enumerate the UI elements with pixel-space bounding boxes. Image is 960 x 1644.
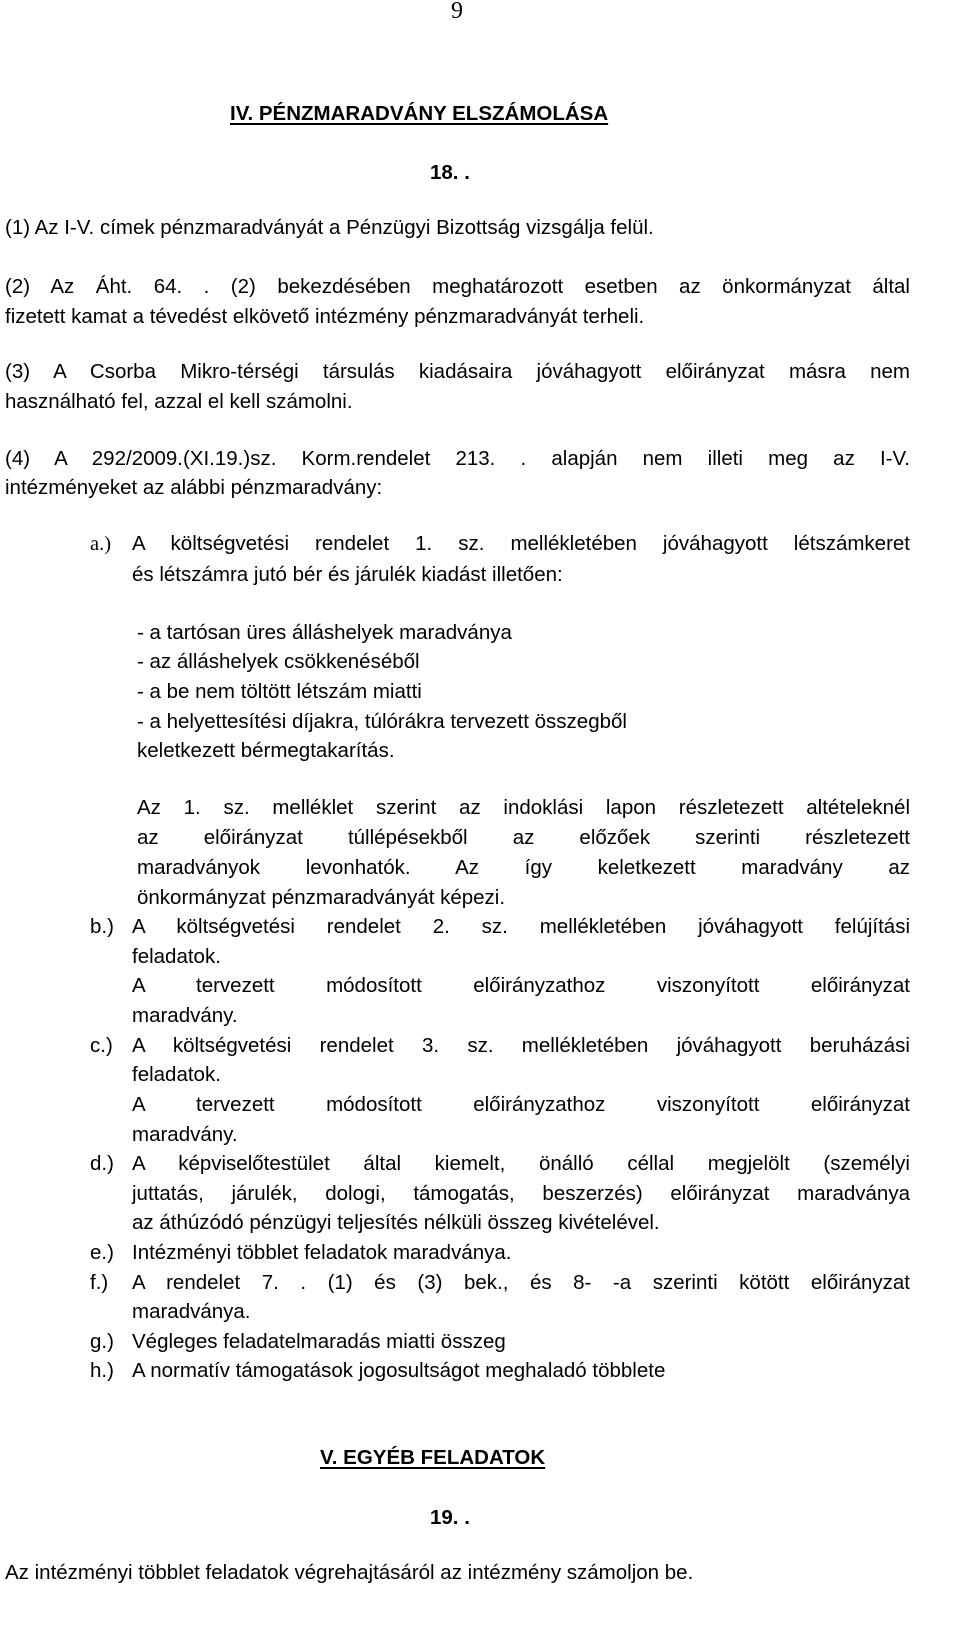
dash-item-3: - a be nem töltött létszám miatti <box>137 680 422 703</box>
item-c-line-1: A költségvetési rendelet 3. sz. mellékletében jóváhagyott beruházási <box>132 1034 910 1057</box>
dash-item-2: - az álláshelyek csökkenéséből <box>137 650 420 673</box>
paragraph-2-line-1: (2) Az Áht. 64. . (2) bekezdésében meghatározott esetben az önkormányzat által <box>5 275 910 298</box>
item-e-label: e.) <box>90 1241 114 1264</box>
item-d-label: d.) <box>90 1152 114 1175</box>
paragraph-19-number: 19. . <box>430 1506 470 1529</box>
item-b-label: b.) <box>90 915 114 938</box>
item-d-line-1: A képviselőtestület által kiemelt, önálló céllal megjelölt (személyi <box>132 1152 910 1175</box>
item-a-note-line-4: önkormányzat pénzmaradványát képezi. <box>137 886 506 909</box>
item-c-line-4: maradvány. <box>132 1123 238 1146</box>
item-a-note-line-1: Az 1. sz. melléklet szerint az indoklási lapon részletezett altételeknél <box>137 796 910 819</box>
item-a-note-line-3: maradványok levonhatók. Az így keletkezett maradvány az <box>137 856 910 879</box>
section-5-heading: V. EGYÉB FELADATOK <box>320 1446 546 1469</box>
item-c-line-2: feladatok. <box>132 1063 221 1086</box>
item-a-line-1: A költségvetési rendelet 1. sz. mellékletében jóváhagyott létszámkeret <box>132 532 910 555</box>
item-f-line-1: A rendelet 7. . (1) és (3) bek., és 8- -a szerinti kötött előirányzat <box>132 1271 910 1294</box>
item-g-line-1: Végleges feladatelmaradás miatti összeg <box>132 1330 506 1353</box>
item-c-label: c.) <box>90 1034 113 1057</box>
item-b-line-3: A tervezett módosított előirányzathoz viszonyított előirányzat <box>132 974 910 997</box>
paragraph-3-line-1: (3) A Csorba Mikro-térségi társulás kiadásaira jóváhagyott előirányzat másra nem <box>5 360 910 383</box>
item-b-line-2: feladatok. <box>132 945 221 968</box>
paragraph-3-line-2: használható fel, azzal el kell számolni. <box>5 390 353 413</box>
dash-list-tail: keletkezett bérmegtakarítás. <box>137 739 395 762</box>
item-e-line-1: Intézményi többlet feladatok maradványa. <box>132 1241 512 1264</box>
dash-item-1: - a tartósan üres álláshelyek maradványa <box>137 621 512 644</box>
paragraph-2-line-2: fizetett kamat a tévedést elkövető intézmény pénzmaradványát terheli. <box>5 305 645 328</box>
item-f-label: f.) <box>90 1271 109 1294</box>
item-d-line-2: juttatás, járulék, dologi, támogatás, beszerzés) előirányzat maradványa <box>132 1182 910 1205</box>
item-h-label: h.) <box>90 1359 114 1382</box>
paragraph-4-line-2: intézményeket az alábbi pénzmaradvány: <box>5 476 383 499</box>
item-b-line-4: maradvány. <box>132 1004 238 1027</box>
paragraph-18-number: 18. . <box>430 161 470 184</box>
item-h-line-1: A normatív támogatások jogosultságot meghaladó többlete <box>132 1359 666 1382</box>
item-d-line-3: az áthúzódó pénzügyi teljesítés nélküli összeg kivételével. <box>132 1211 660 1234</box>
item-a-label: a.) <box>90 533 112 555</box>
item-f-line-2: maradványa. <box>132 1300 251 1323</box>
item-a-note-line-2: az előirányzat túllépésekből az előzőek szerinti részletezett <box>137 826 910 849</box>
dash-item-4: - a helyettesítési díjakra, túlórákra tervezett összegből <box>137 710 627 733</box>
item-c-line-3: A tervezett módosított előirányzathoz viszonyított előirányzat <box>132 1093 910 1116</box>
item-b-line-1: A költségvetési rendelet 2. sz. mellékletében jóváhagyott felújítási <box>132 915 910 938</box>
page-number: 9 <box>451 0 463 24</box>
item-g-label: g.) <box>90 1330 114 1353</box>
section-4-heading: IV. PÉNZMARADVÁNY ELSZÁMOLÁSA <box>230 102 609 125</box>
section-5-paragraph: Az intézményi többlet feladatok végrehajtásáról az intézmény számoljon be. <box>5 1561 694 1584</box>
paragraph-1: (1) Az I-V. címek pénzmaradványát a Pénzügyi Bizottság vizsgálja felül. <box>5 216 654 239</box>
item-a-line-2: és létszámra jutó bér és járulék kiadást illetően: <box>132 563 563 586</box>
paragraph-4-line-1: (4) A 292/2009.(XI.19.)sz. Korm.rendelet 213. . alapján nem illeti meg az I-V. <box>5 447 910 470</box>
